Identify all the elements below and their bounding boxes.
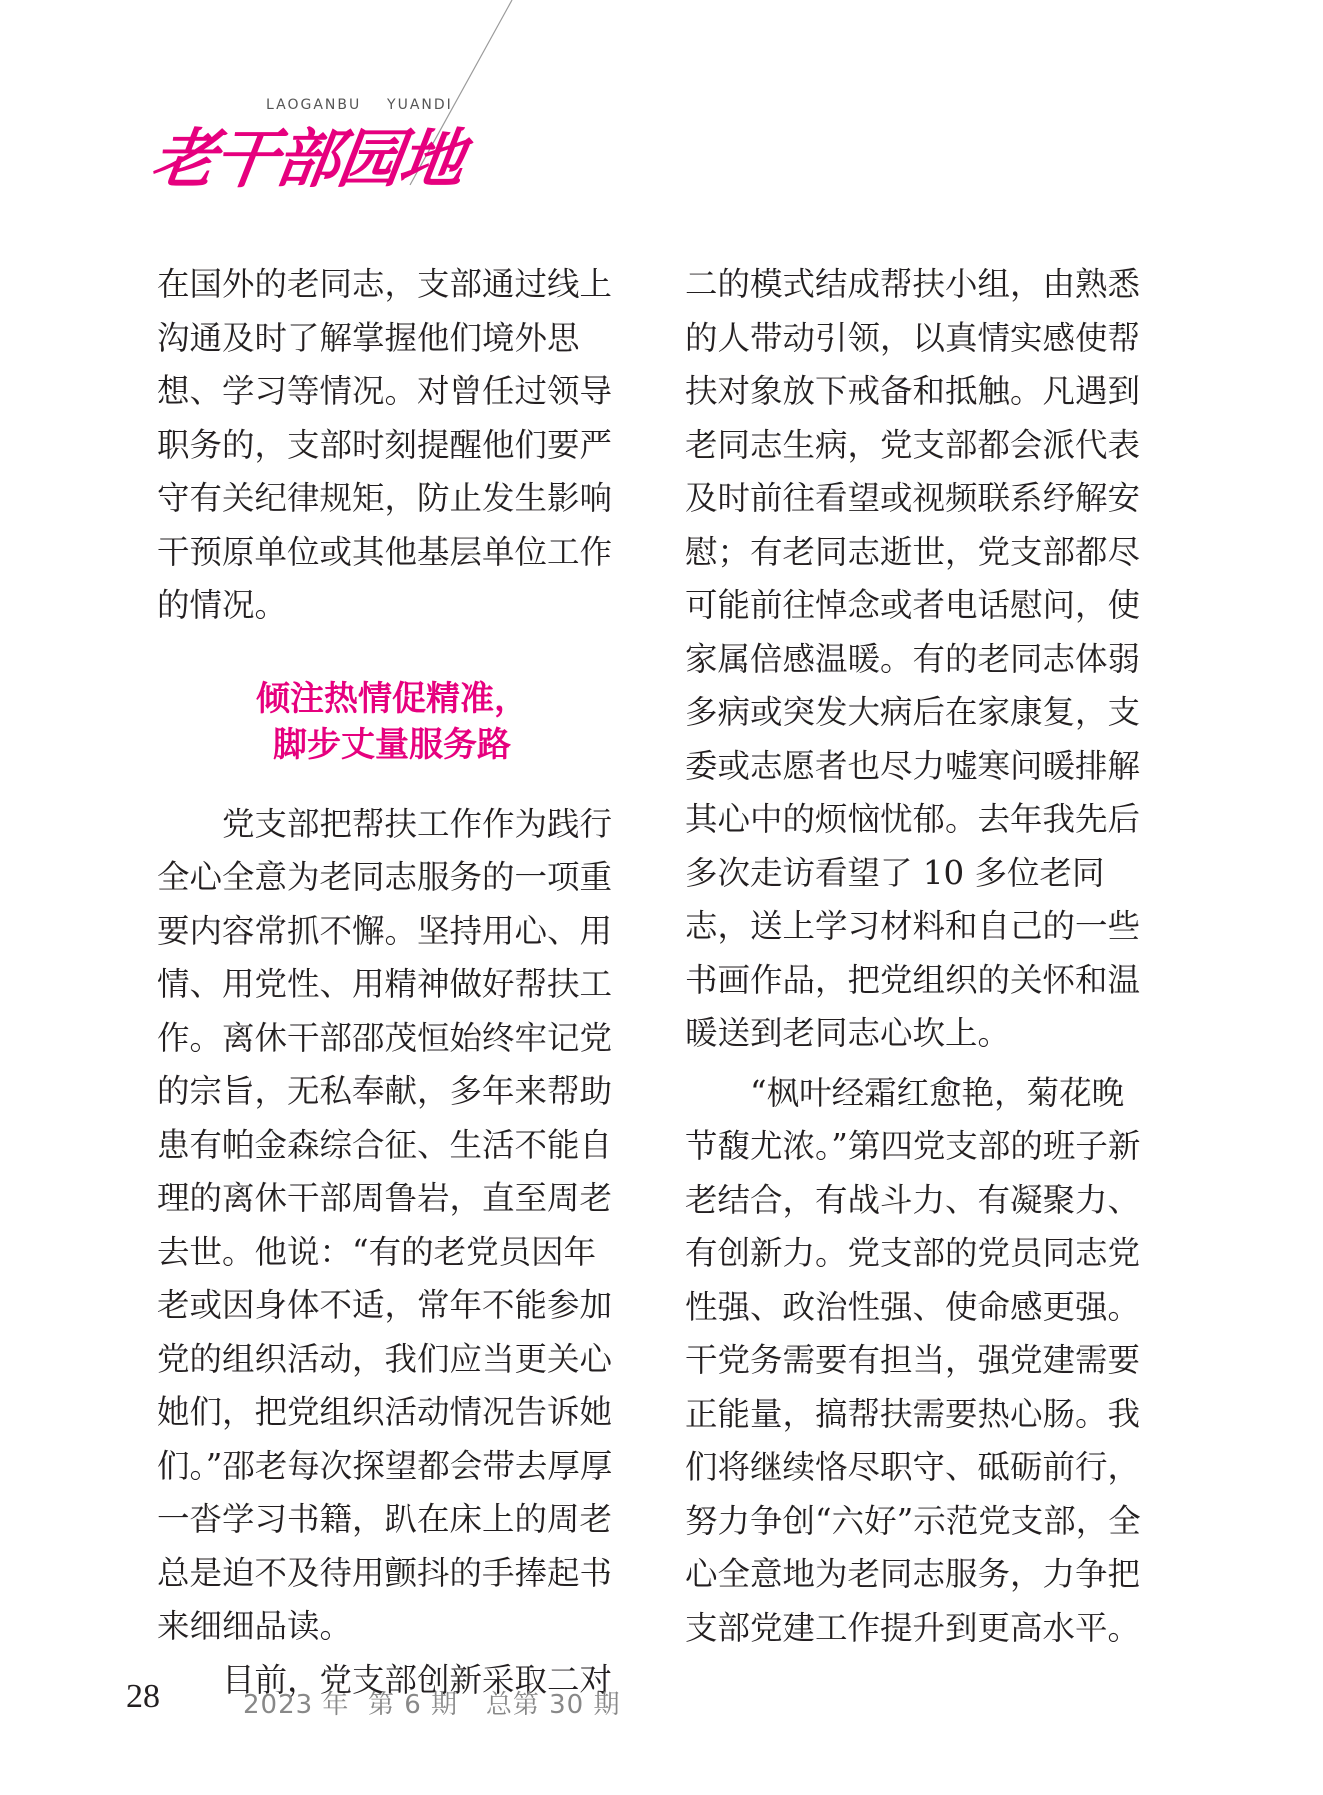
paragraph: “枫叶经霜红愈艳，菊花晚节馥尤浓。”第四党支部的班子新老结合，有战斗力、有凝聚力、有创新力。党支部的党员同志党性强、政治性强、使命感更强。干党务需要有担当，强党建需要正能量，搞帮扶需要热心肠。我们将继续恪尽职守、砥砺前行，努力争创“六好”示范党支部，全心全意地为老同志服务，力争把支部党建工作提升到更高水平。 (685, 1073, 1141, 1647)
paragraph: 党支部把帮扶工作作为践行全心全意为老同志服务的一项重要内容常抓不懈。坚持用心、用情、用党性、用精神做好帮扶工作。离休干部邵茂恒始终牢记党的宗旨，无私奉献，多年来帮助患有帕金森综合征、生活不能自理的离休干部周鲁岩，直至周老去世。他说：“有的老党员因年老或因身体不适，常年不能参加党的组织活动，我们应当更关心她们，把党组织活动情况告诉她们。”邵老每次探望都会带去厚厚一沓学习书籍，趴在床上的周老总是迫不及待用颤抖的手捧起书来细细品读。 (157, 804, 613, 1645)
section-heading-line-1: 倾注热情促精准， (256, 678, 528, 719)
left-column (157, 258, 627, 1707)
right-column (685, 258, 1155, 1655)
paragraph: 目前，党支部创新采取二对 (222, 1660, 613, 1699)
section-heading-line-2: 脚步丈量服务路 (273, 724, 511, 765)
page-number: 28 (126, 1678, 160, 1715)
brand-logo-title: 老干部园地 (146, 122, 468, 197)
brand-latin-title: LAOGANBU YUANDI (266, 97, 453, 113)
page-header (0, 0, 560, 200)
paragraph-continued: 二的模式结成帮扶小组，由熟悉的人带动引领，以真情实感使帮扶对象放下戒备和抵触。凡遇到老同志生病，党支部都会派代表及时前往看望或视频联系纾解安慰；有老同志逝世，党支部都尽可能前往悼念或者电话慰问，使家属倍感温暖。有的老同志体弱多病或突发大病后在家康复，支委或志愿者也尽力嘘寒问暖排解其心中的烦恼忧郁。去年我先后多次走访看望了 10 多位老同志，送上学习材料和自己的一些书画作品，把党组织的关怀和温暖送到老同志心坎上。 (685, 265, 1141, 1052)
paragraph-continued: 在国外的老同志，支部通过线上沟通及时了解掌握他们境外思想、学习等情况。对曾任过领导职务的，支部时刻提醒他们要严守有关纪律规矩，防止发生影响干预原单位或其他基层单位工作的情况。 (157, 265, 613, 624)
section-heading (157, 676, 627, 768)
issue-info: 2023 年 第 6 期 总第 30 期 (243, 1690, 621, 1720)
